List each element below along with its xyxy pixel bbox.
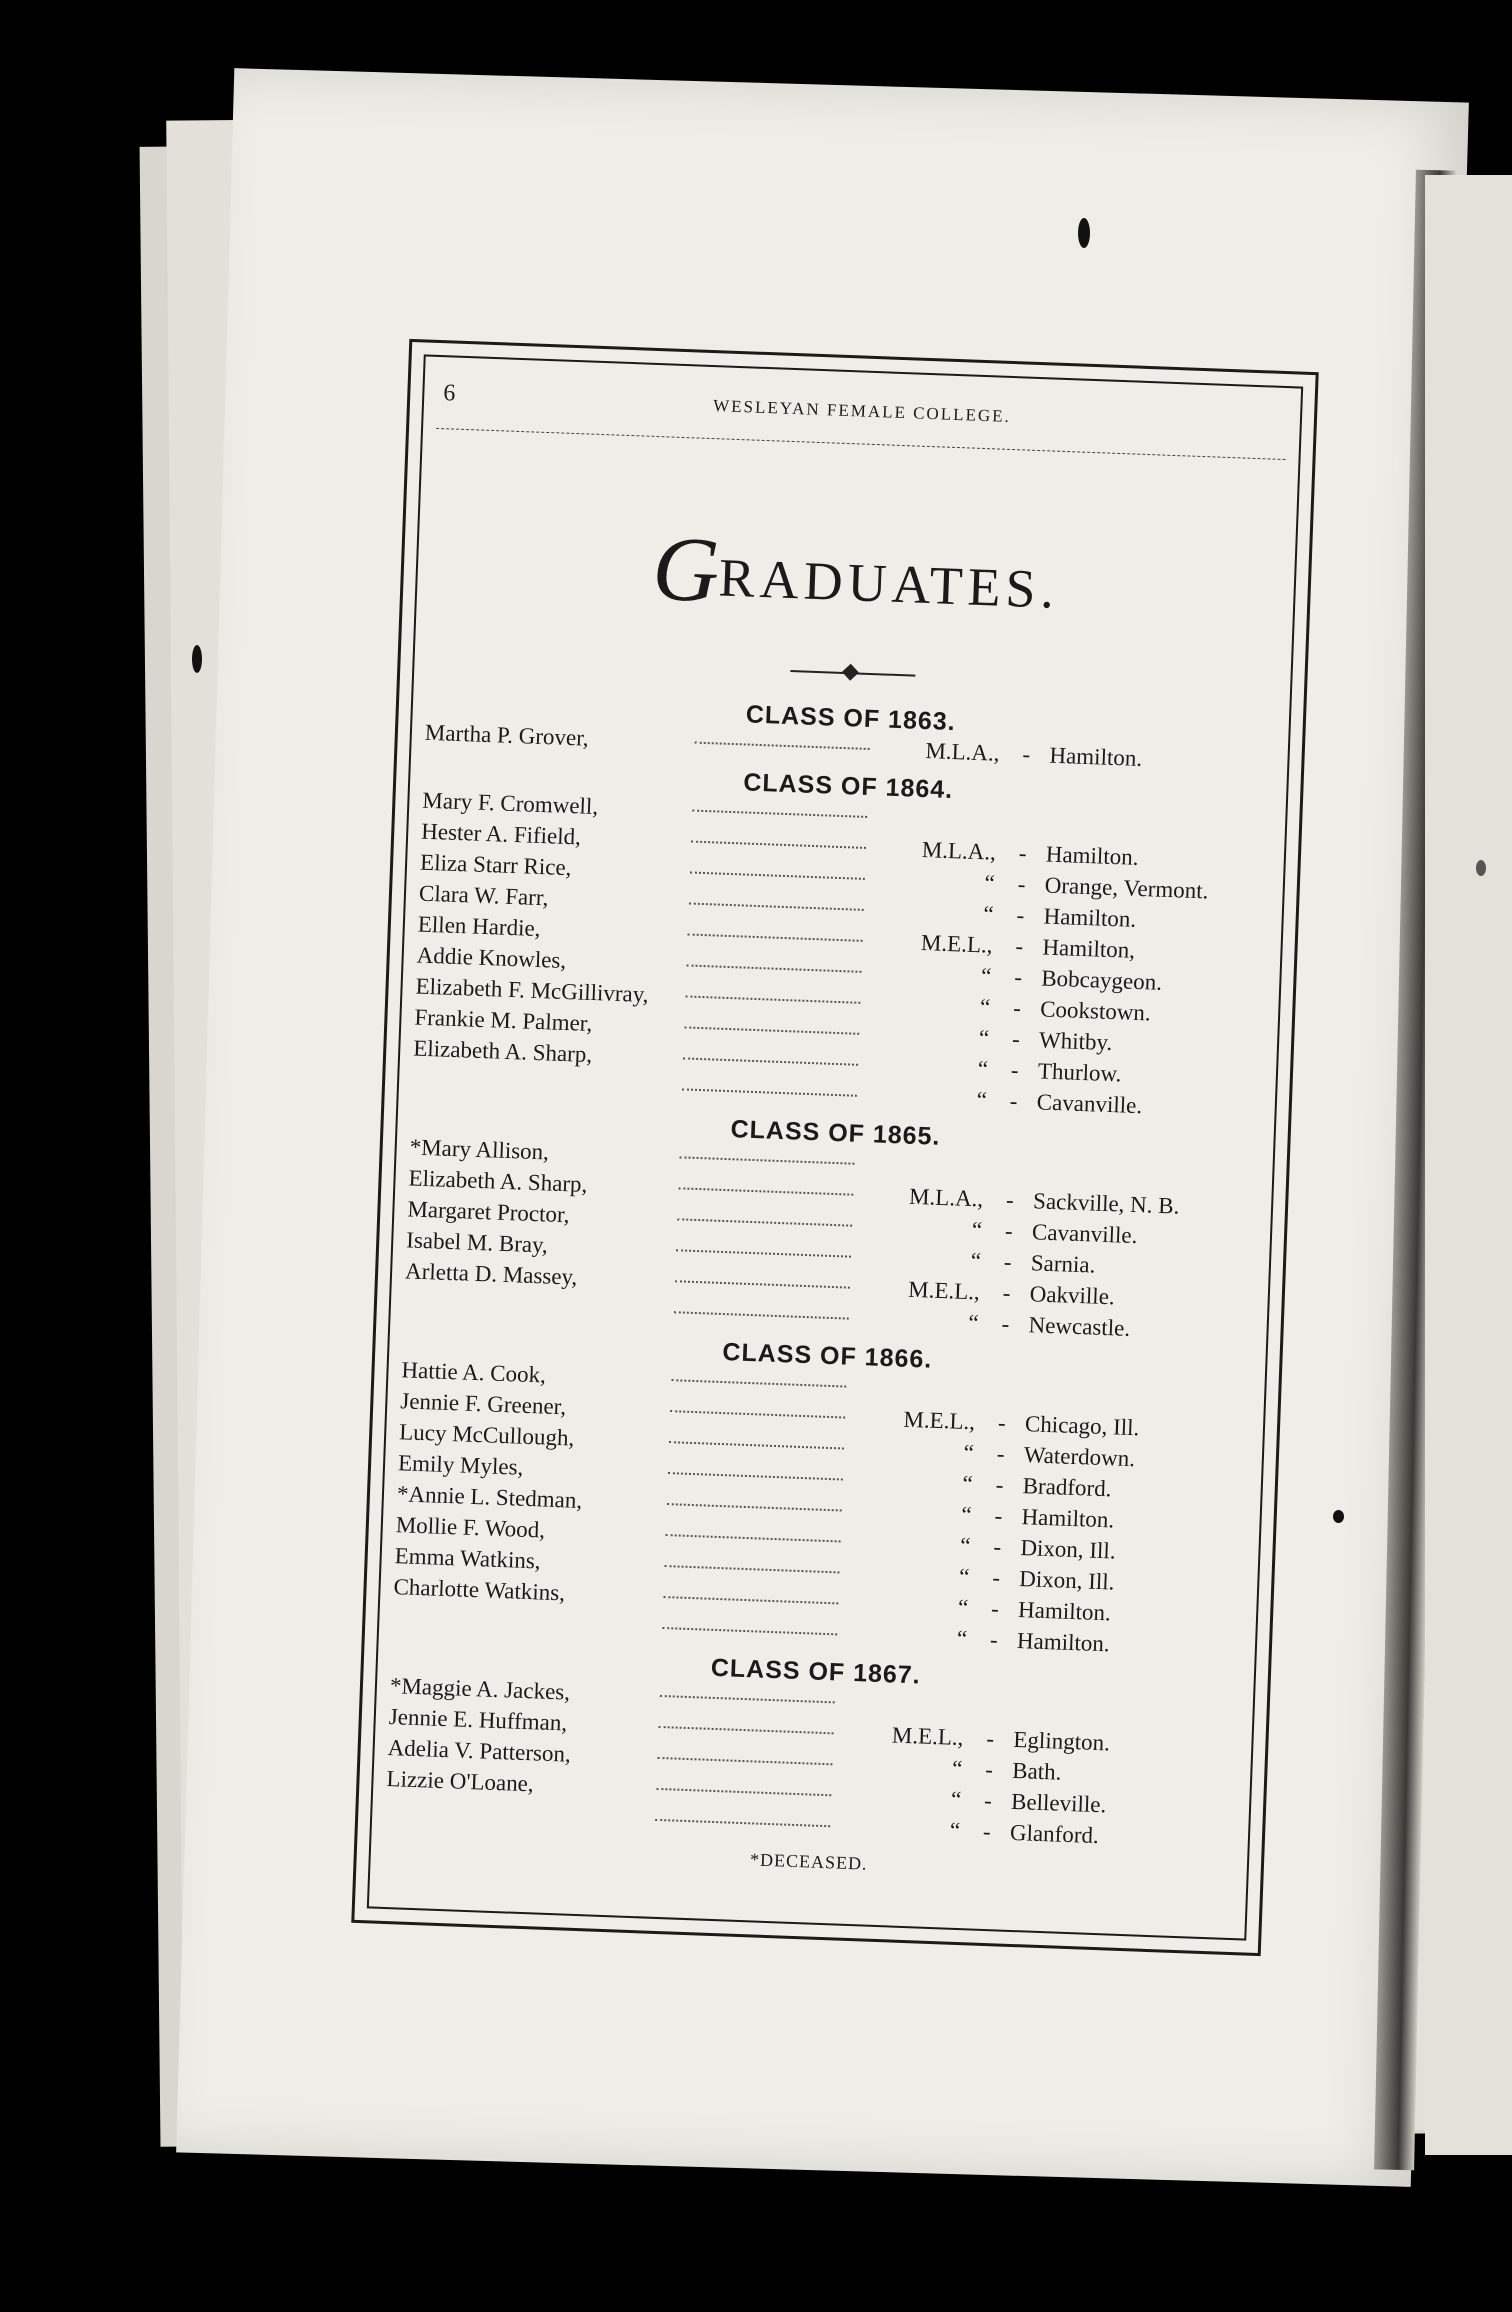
dash-separator: - (1002, 1280, 1011, 1306)
graduate-place: Cookstown. (1039, 996, 1152, 1026)
dot-leader (676, 1249, 851, 1257)
graduate-name: Mary F. Cromwell, (421, 787, 599, 820)
dash-separator: - (1005, 1187, 1015, 1213)
dot-leader (668, 1472, 843, 1480)
graduate-degree: “ (962, 1470, 974, 1497)
graduate-name: Emma Watkins, (394, 1543, 542, 1574)
graduate-place: Bobcaygeon. (1040, 965, 1163, 995)
graduate-classes (385, 689, 1276, 1859)
dot-leader (674, 1311, 849, 1319)
graduate-degree: “ (970, 1248, 982, 1274)
dash-separator: - (991, 1565, 1001, 1591)
page-content (382, 380, 1287, 1925)
ink-blot (1476, 860, 1486, 876)
graduate-degree: “ (977, 1056, 989, 1082)
graduate-name: Elizabeth A. Sharp, (412, 1035, 593, 1068)
dot-leader (669, 1441, 844, 1449)
dot-leader (682, 1088, 857, 1096)
dash-separator: - (1001, 1311, 1010, 1337)
graduate-name: Hester A. Fifield, (420, 818, 582, 850)
graduate-place: Hamilton. (1043, 903, 1137, 932)
graduate-degree: “ (951, 1755, 963, 1782)
graduate-degree: “ (950, 1786, 962, 1813)
class-heading: CLASS OF 1863. (745, 700, 957, 737)
graduate-name: Hattie A. Cook, (401, 1357, 547, 1388)
dot-leader (665, 1565, 840, 1573)
dot-leader (666, 1534, 841, 1542)
graduate-degree: M.E.L., (920, 930, 993, 958)
graduate-place: Newcastle. (1028, 1312, 1131, 1341)
graduate-place: Dixon, Ill. (1018, 1566, 1115, 1595)
dot-leader (677, 1218, 852, 1226)
dot-leader (684, 1026, 859, 1034)
graduate-place: Waterdown. (1023, 1442, 1136, 1472)
dash-separator: - (996, 1441, 1006, 1467)
graduate-name: Eliza Starr Rice, (419, 849, 572, 881)
graduate-name: Clara W. Farr, (418, 880, 549, 911)
dot-leader (685, 995, 860, 1003)
dot-leader (655, 1819, 830, 1827)
dash-separator: - (1011, 1026, 1021, 1052)
graduate-name: Mollie F. Wood, (395, 1512, 546, 1543)
graduate-place: Belleville. (1010, 1788, 1107, 1818)
graduate-name: *Mary Allison, (409, 1134, 550, 1165)
dot-leader (691, 841, 866, 849)
graduate-degree: M.E.L., (903, 1406, 976, 1435)
graduate-place: Orange, Vermont. (1044, 872, 1209, 904)
dash-separator: - (1017, 871, 1026, 897)
ornament-diamond-icon (841, 664, 858, 681)
class-heading: CLASS OF 1865. (730, 1115, 941, 1151)
dash-separator: - (1010, 1057, 1020, 1083)
graduate-degree: “ (971, 1217, 983, 1243)
dot-leader (670, 1410, 845, 1418)
graduate-place: Chicago, Ill. (1024, 1411, 1140, 1441)
dot-leader (660, 1695, 835, 1703)
dash-separator: - (990, 1596, 1000, 1622)
graduate-name: *Annie L. Stedman, (396, 1481, 583, 1513)
class-heading: CLASS OF 1864. (742, 768, 954, 805)
dash-separator: - (1012, 995, 1022, 1021)
graduate-degree: “ (960, 1501, 973, 1528)
ink-blot (192, 645, 202, 673)
graduate-place: Hamilton. (1045, 841, 1139, 870)
dot-leader (683, 1057, 858, 1065)
graduate-name: Addie Knowles, (416, 942, 567, 974)
graduate-name: Isabel M. Bray, (405, 1227, 549, 1258)
graduate-place: Hamilton. (1049, 742, 1143, 771)
dot-leader (656, 1788, 831, 1796)
graduate-place: Bradford. (1022, 1473, 1112, 1502)
graduate-place: Bath. (1011, 1757, 1062, 1785)
graduate-degree: “ (957, 1594, 969, 1621)
dash-separator: - (1018, 840, 1028, 866)
dash-separator: - (1013, 964, 1023, 990)
dot-leader (689, 902, 864, 910)
graduate-degree: “ (982, 901, 995, 927)
dash-separator: - (1015, 933, 1024, 959)
dot-leader (675, 1280, 850, 1288)
dot-leader (692, 810, 867, 818)
dash-separator: - (994, 1503, 1003, 1529)
page-title (429, 507, 1282, 644)
graduate-place: Oakville. (1029, 1281, 1116, 1310)
graduate-name: *Maggie A. Jackes, (389, 1673, 571, 1705)
graduate-place: Hamilton, (1042, 934, 1136, 963)
title-initial: G (650, 516, 721, 622)
ink-blot (1333, 1510, 1344, 1523)
graduate-place: Sackville, N. B. (1032, 1188, 1180, 1219)
class-heading: CLASS OF 1866. (721, 1338, 933, 1374)
dot-leader (695, 742, 870, 750)
graduate-degree: “ (980, 963, 992, 989)
graduate-name: Adelia V. Patterson, (387, 1735, 572, 1767)
graduate-degree: “ (956, 1625, 968, 1652)
graduate-place: Cavanville. (1036, 1089, 1143, 1119)
graduate-name: Arletta D. Massey, (404, 1258, 578, 1290)
dash-separator: - (982, 1818, 992, 1845)
dash-separator: - (989, 1627, 999, 1653)
graduate-name: Lizzie O'Loane, (386, 1766, 535, 1797)
graduate-name: Elizabeth A. Sharp, (408, 1165, 588, 1197)
dot-leader (678, 1187, 853, 1195)
graduate-place: Hamilton. (1021, 1504, 1115, 1533)
running-title: WESLEYAN FEMALE COLLEGE. (712, 396, 1012, 426)
dash-separator: - (1022, 741, 1031, 767)
graduate-name: Jennie F. Greener, (399, 1388, 567, 1420)
graduate-place: Thurlow. (1037, 1058, 1122, 1087)
facing-page-edge (1425, 175, 1512, 2155)
graduate-degree: M.E.L., (907, 1276, 981, 1305)
printed-plate (351, 339, 1318, 1956)
graduate-place: Glanford. (1009, 1819, 1100, 1849)
dot-leader (659, 1726, 834, 1734)
dot-leader (688, 933, 863, 941)
graduate-degree: “ (979, 994, 991, 1020)
graduate-degree: M.L.A., (925, 738, 1001, 766)
graduate-degree: “ (976, 1087, 988, 1113)
dash-separator: - (1003, 1249, 1013, 1275)
graduate-name: Martha P. Grover, (424, 719, 590, 751)
graduate-degree: M.L.A., (921, 836, 997, 865)
dot-leader (687, 964, 862, 972)
graduate-degree: M.E.L., (891, 1722, 964, 1751)
ornament-divider (790, 668, 915, 679)
graduate-name: Frankie M. Palmer, (414, 1004, 593, 1037)
footnote-text: *DECEASED. (749, 1849, 868, 1874)
graduate-place: Hamilton. (1016, 1628, 1111, 1657)
dash-separator: - (985, 1725, 995, 1752)
class-heading: CLASS OF 1867. (710, 1653, 922, 1690)
dot-leader (663, 1596, 838, 1604)
graduate-place: Eglington. (1012, 1726, 1111, 1756)
dash-separator: - (984, 1756, 994, 1783)
page-number: 6 (442, 380, 456, 407)
graduate-place: Sarnia. (1030, 1250, 1096, 1278)
dash-separator: - (1009, 1088, 1018, 1114)
graduate-place: Cavanville. (1031, 1219, 1138, 1249)
graduate-degree: “ (949, 1817, 961, 1844)
graduate-degree: M.L.A., (908, 1183, 984, 1212)
graduate-degree: “ (978, 1025, 990, 1051)
dash-separator: - (993, 1534, 1002, 1560)
graduate-degree: “ (963, 1439, 975, 1466)
dash-separator: - (983, 1787, 993, 1814)
graduate-degree: “ (967, 1310, 980, 1336)
dot-leader (662, 1627, 837, 1635)
dash-separator: - (997, 1410, 1007, 1436)
dot-leader (671, 1379, 846, 1387)
graduate-place: Whitby. (1038, 1027, 1113, 1056)
graduate-place: Dixon, Ill. (1020, 1535, 1117, 1564)
dot-leader (657, 1757, 832, 1765)
ink-blot (1078, 218, 1090, 248)
graduate-name: Emily Myles, (397, 1450, 524, 1480)
graduate-degree: “ (984, 870, 996, 896)
dot-leader (690, 872, 865, 880)
title-text: RADUATES. (717, 547, 1061, 620)
graduate-degree: “ (958, 1563, 970, 1590)
graduate-degree: “ (959, 1532, 971, 1559)
graduate-name: Elizabeth F. McGillivray, (415, 973, 649, 1008)
dash-separator: - (995, 1472, 1004, 1498)
graduate-name: Jennie E. Huffman, (388, 1704, 568, 1736)
dot-leader (667, 1503, 842, 1511)
graduate-name: Margaret Proctor, (407, 1196, 570, 1228)
graduate-name: Charlotte Watkins, (393, 1574, 566, 1606)
dash-separator: - (1004, 1218, 1014, 1244)
graduate-name: Ellen Hardie, (417, 911, 541, 942)
graduate-place: Hamilton. (1017, 1597, 1112, 1626)
graduate-name: Lucy McCullough, (398, 1419, 575, 1451)
dash-separator: - (1016, 902, 1025, 928)
dot-leader (679, 1156, 854, 1164)
